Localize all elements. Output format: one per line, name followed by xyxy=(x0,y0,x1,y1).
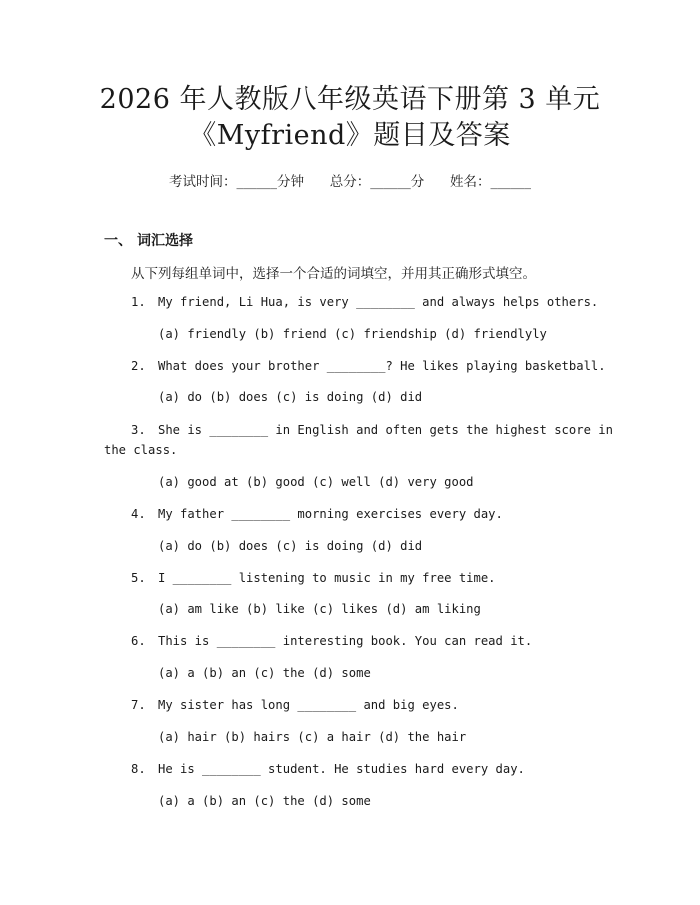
section-heading xyxy=(104,230,193,250)
title-line-1: 2026 年人教版八年级英语下册第 3 单元 xyxy=(99,84,601,115)
question-3 xyxy=(131,424,613,436)
question-4 xyxy=(131,508,503,520)
question-text: She is ________ in English and often gets the highest score in xyxy=(158,423,613,437)
question-7-options: (a) hair (b) hairs (c) a hair (d) the hair xyxy=(158,730,467,744)
section-title: 词汇选择 xyxy=(137,233,193,249)
question-1 xyxy=(131,296,598,308)
question-number: 1. xyxy=(131,295,146,309)
question-4-options: (a) do (b) does (c) is doing (d) did xyxy=(158,539,423,553)
question-1-options: (a) friendly (b) friend (c) friendship (d) friendlyly xyxy=(158,327,547,341)
question-3-options: (a) good at (b) good (c) well (d) very good xyxy=(158,475,474,489)
instruction: 从下列每组单词中，选择一个合适的词填空，并用其正确形式填空。 xyxy=(131,266,536,282)
question-2 xyxy=(131,360,606,372)
question-text: My friend, Li Hua, is very ________ and always helps others. xyxy=(158,295,599,309)
question-number: 7. xyxy=(131,698,146,712)
exam-info: 考试时间：______分钟 总分：______分 姓名：______ xyxy=(169,174,531,190)
question-3-continuation: the class. xyxy=(104,443,178,457)
question-text: This is ________ interesting book. You can read it. xyxy=(158,634,533,648)
question-number: 2. xyxy=(131,359,146,373)
question-text: I ________ listening to music in my free time. xyxy=(158,571,496,585)
question-text: What does your brother ________? He likes playing basketball. xyxy=(158,359,606,373)
question-6 xyxy=(131,635,532,647)
question-number: 8. xyxy=(131,762,146,776)
question-5-options: (a) am like (b) like (c) likes (d) am liking xyxy=(158,602,481,616)
section-number: 一、 xyxy=(104,233,132,249)
question-7 xyxy=(131,699,459,711)
title-line-2: 《Myfriend》题目及答案 xyxy=(189,120,511,151)
question-number: 6. xyxy=(131,634,146,648)
question-text: My sister has long ________ and big eyes. xyxy=(158,698,459,712)
question-8-options: (a) a (b) an (c) the (d) some xyxy=(158,794,371,808)
question-6-options: (a) a (b) an (c) the (d) some xyxy=(158,666,371,680)
question-number: 5. xyxy=(131,571,146,585)
question-number: 4. xyxy=(131,507,146,521)
question-text: My father ________ morning exercises every day. xyxy=(158,507,503,521)
question-2-options: (a) do (b) does (c) is doing (d) did xyxy=(158,390,423,404)
question-8 xyxy=(131,763,525,775)
question-number: 3. xyxy=(131,423,146,437)
question-5 xyxy=(131,572,496,584)
question-text: He is ________ student. He studies hard every day. xyxy=(158,762,525,776)
